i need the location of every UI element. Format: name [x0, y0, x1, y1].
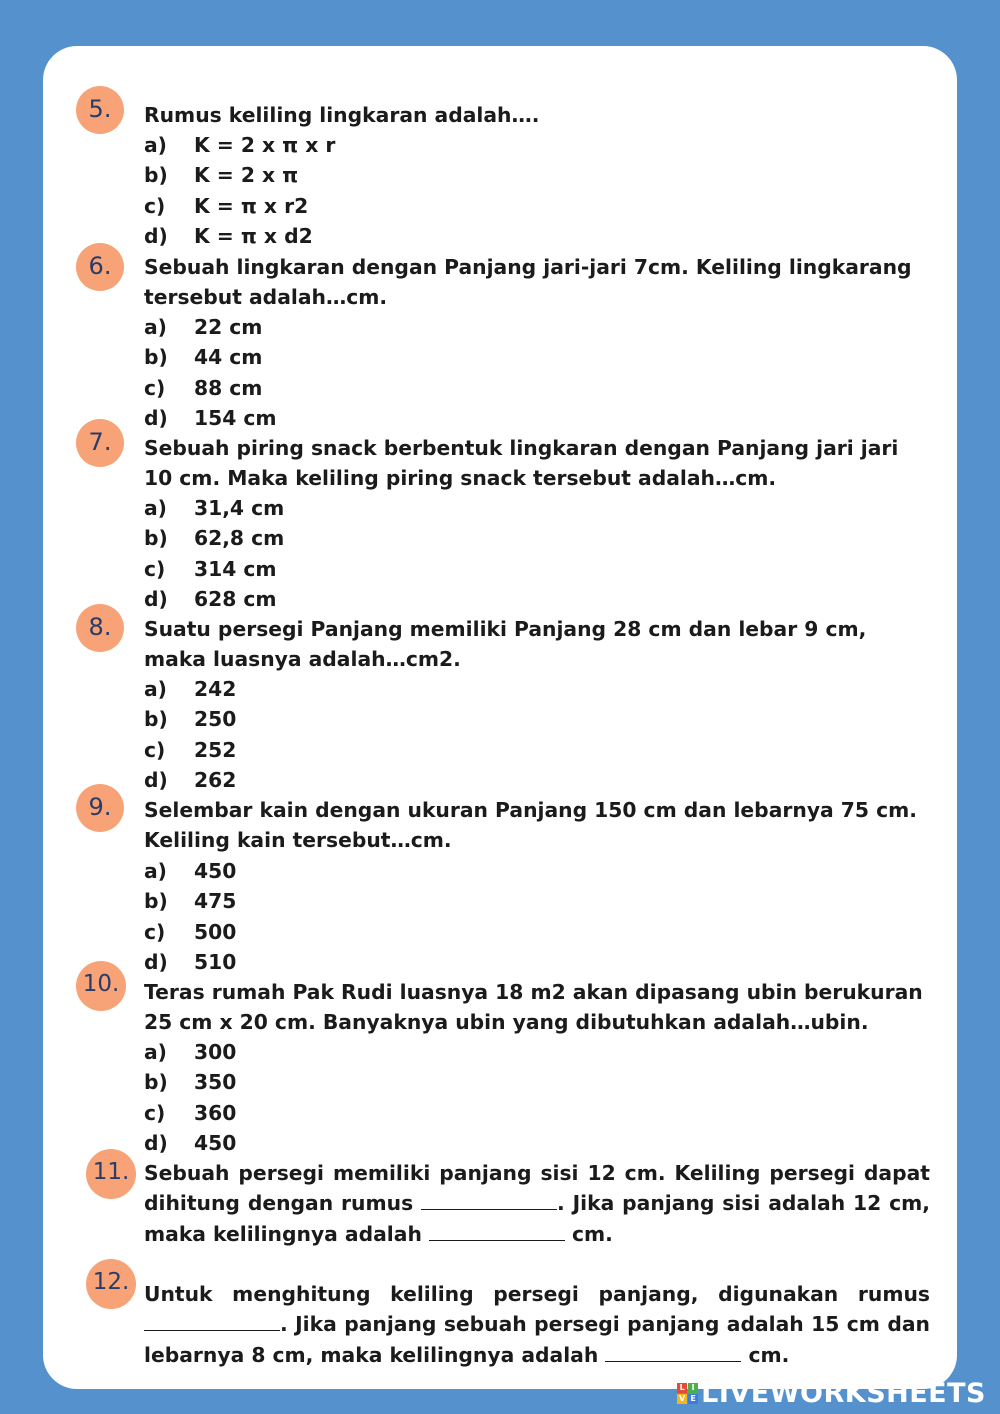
option-d[interactable]: [144, 584, 284, 614]
question-number-badge: 11.: [86, 1149, 136, 1199]
option-letter: a): [144, 315, 167, 339]
liveworksheets-logo: [677, 1376, 986, 1410]
option-text: 250: [194, 707, 237, 732]
question-number-badge: 12.: [86, 1259, 136, 1309]
logo-letter: V: [679, 1393, 686, 1403]
option-letter: a): [144, 859, 167, 883]
option-d[interactable]: [144, 765, 236, 795]
option-text: 510: [194, 949, 237, 974]
question-text: [144, 1158, 930, 1249]
question-text: Selembar kain dengan ukuran Panjang 150 cm dan lebarnya 75 cm. Keliling kain tersebut…cm.: [144, 798, 917, 853]
option-letter: a): [144, 133, 167, 157]
option-d[interactable]: [144, 947, 236, 977]
option-b[interactable]: [144, 160, 335, 190]
question-number-badge: 8.: [76, 604, 124, 652]
option-text: 44 cm: [194, 345, 263, 370]
option-a[interactable]: [144, 1037, 236, 1067]
option-letter: d): [144, 1130, 168, 1155]
option-text: 62,8 cm: [194, 526, 285, 551]
option-letter: b): [144, 526, 168, 551]
option-letter: b): [144, 163, 168, 188]
answer-options: [144, 856, 236, 977]
option-text: 475: [194, 889, 237, 914]
option-text: 154 cm: [194, 405, 277, 430]
option-c[interactable]: [144, 917, 236, 947]
question-text-part2: . Jika panjang sisi adalah 12 cm, maka kelilingnya adalah: [144, 1191, 931, 1246]
option-letter: c): [144, 919, 166, 944]
answer-options: [144, 1037, 236, 1158]
option-text: 252: [194, 737, 237, 762]
option-text: K = π x d2: [194, 223, 313, 248]
option-text: 450: [194, 1130, 237, 1155]
option-text: K = 2 x π x r: [194, 133, 336, 157]
option-letter: c): [144, 1100, 166, 1125]
option-letter: d): [144, 949, 168, 974]
option-letter: c): [144, 737, 166, 762]
option-letter: b): [144, 707, 168, 732]
option-text: 360: [194, 1100, 237, 1125]
question-text-part1: Untuk menghitung keliling persegi panjang, digunakan rumus: [144, 1282, 930, 1306]
option-letter: d): [144, 586, 168, 611]
answer-blank-formula[interactable]: [144, 1310, 280, 1331]
option-letter: b): [144, 345, 168, 370]
question-text-part3: cm.: [748, 1342, 790, 1367]
option-a[interactable]: [144, 130, 335, 160]
option-letter: a): [144, 1040, 167, 1064]
logo-mark-icon: [677, 1383, 698, 1404]
option-letter: b): [144, 889, 168, 914]
logo-letter: E: [688, 1394, 698, 1404]
option-text: 88 cm: [194, 375, 263, 400]
option-letter: c): [144, 556, 166, 581]
option-text: 31,4 cm: [194, 496, 285, 520]
option-c[interactable]: [144, 554, 284, 584]
logo-text: LIVEWORKSHEETS: [701, 1377, 986, 1409]
option-d[interactable]: [144, 221, 335, 251]
option-text: 450: [194, 859, 237, 883]
option-text: 314 cm: [194, 556, 277, 581]
option-letter: c): [144, 193, 166, 218]
answer-options: [144, 312, 277, 433]
option-letter: a): [144, 677, 167, 701]
option-letter: d): [144, 405, 168, 430]
worksheet-page: [43, 46, 957, 1389]
option-text: 628 cm: [194, 586, 277, 611]
question-text: Sebuah piring snack berbentuk lingkaran dengan Panjang jari jari 10 cm. Maka keliling piring snack tersebut adalah…cm.: [144, 436, 899, 491]
question-text-part2: . Jika panjang sebuah persegi panjang adalah 15 cm dan lebarnya 8 cm, maka kelilingnya adalah: [144, 1312, 930, 1367]
option-b[interactable]: [144, 342, 277, 372]
question-text: Teras rumah Pak Rudi luasnya 18 m2 akan dipasang ubin berukuran 25 cm x 20 cm. Banyaknya ubin yang dibutuhkan adalah…ubin.: [144, 980, 923, 1035]
option-c[interactable]: [144, 191, 335, 221]
option-text: 22 cm: [194, 315, 263, 339]
answer-blank-result[interactable]: [605, 1341, 741, 1362]
question-number-badge: 6.: [76, 243, 124, 291]
option-text: 500: [194, 919, 237, 944]
option-letter: d): [144, 223, 168, 248]
answer-blank-formula[interactable]: [421, 1189, 557, 1210]
option-letter: d): [144, 767, 168, 792]
question-text: Sebuah lingkaran dengan Panjang jari-jari 7cm. Keliling lingkarang tersebut adalah…cm.: [144, 255, 912, 310]
answer-options: [144, 130, 335, 251]
option-c[interactable]: [144, 735, 236, 765]
question-text: [144, 1279, 930, 1370]
option-d[interactable]: [144, 1128, 236, 1158]
question-number-badge: 5.: [76, 86, 124, 134]
answer-options: [144, 493, 284, 614]
option-a[interactable]: [144, 674, 236, 704]
option-a[interactable]: [144, 493, 284, 523]
question-number-badge: 9.: [76, 784, 124, 832]
option-b[interactable]: [144, 704, 236, 734]
option-letter: c): [144, 375, 166, 400]
option-letter: b): [144, 1070, 168, 1095]
option-letter: a): [144, 496, 167, 520]
question-text: Suatu persegi Panjang memiliki Panjang 28 cm dan lebar 9 cm, maka luasnya adalah…cm2.: [144, 617, 867, 672]
option-text: K = 2 x π: [194, 163, 299, 188]
option-text: 350: [194, 1070, 237, 1095]
option-d[interactable]: [144, 403, 277, 433]
option-a[interactable]: [144, 856, 236, 886]
option-b[interactable]: [144, 886, 236, 916]
option-b[interactable]: [144, 523, 284, 553]
question-text-part1: Sebuah persegi memiliki panjang sisi 12 cm. Keliling persegi dapat dihitung dengan rumus: [144, 1161, 930, 1216]
logo-letter: I: [688, 1383, 698, 1393]
option-text: 262: [194, 767, 237, 792]
question-number-badge: 10.: [76, 961, 126, 1011]
option-c[interactable]: [144, 373, 277, 403]
option-b[interactable]: [144, 1067, 236, 1097]
question-number-badge: 7.: [76, 419, 124, 467]
question-text: Rumus keliling lingkaran adalah….: [144, 103, 540, 127]
option-c[interactable]: [144, 1098, 236, 1128]
option-a[interactable]: [144, 312, 277, 342]
option-text: K = π x r2: [194, 193, 309, 218]
option-text: 300: [194, 1040, 237, 1064]
question-text-part3: cm.: [572, 1221, 613, 1246]
answer-blank-result[interactable]: [429, 1220, 565, 1241]
logo-letter: L: [677, 1383, 687, 1393]
option-text: 242: [194, 677, 237, 701]
answer-options: [144, 674, 236, 795]
